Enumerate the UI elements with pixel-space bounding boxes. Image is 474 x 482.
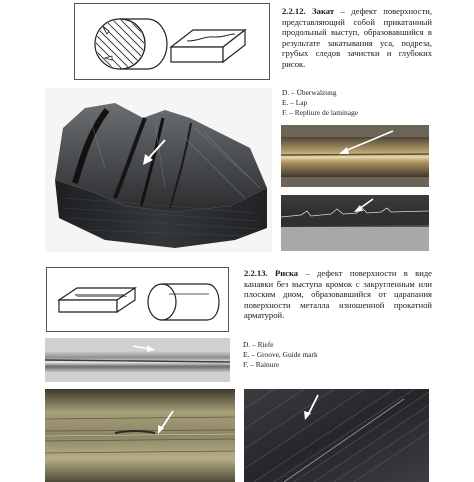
groove-section-number: 2.2.13. bbox=[244, 268, 268, 278]
lap-brass-rod-photo bbox=[281, 125, 429, 187]
groove-translation-de: D. – Riefe bbox=[243, 340, 274, 349]
groove-definition bbox=[244, 268, 432, 321]
lap-sample-arrow-icon bbox=[45, 88, 272, 252]
groove-definition-text: – дефект поверхности в виде канавки без выступа кромок с закругленным или плоским дном, образовавшийся от царапания поверхности металла изношенной прокатной арматурой. bbox=[244, 268, 432, 321]
groove-translation-en: E. – Groove, Guide mark bbox=[243, 350, 318, 359]
groove-rod-arrow-icon bbox=[45, 338, 230, 382]
lap-rod-edge-photo bbox=[281, 195, 429, 251]
groove-diagram-box bbox=[46, 267, 229, 332]
lap-diagram-box bbox=[74, 3, 270, 80]
groove-dark-arrow-icon bbox=[244, 389, 429, 482]
groove-schematic-drawing bbox=[47, 268, 230, 333]
groove-brass-arrow-icon bbox=[45, 389, 235, 482]
lap-translation-fr: F. – Repliure de laminage bbox=[282, 108, 358, 117]
lap-definition-text: – дефект поверхности, представляющий собой прикатанный продольный выступ, образовавшийся в результате закатывания уса, подреза, грубых следов зачистки и глубоких рисок. bbox=[282, 6, 432, 69]
lap-sample-photo bbox=[45, 88, 272, 252]
lap-section-number: 2.2.12. bbox=[282, 6, 306, 16]
lap-translation-de: D. – Überwalzung bbox=[282, 88, 337, 97]
lap-rod-edge-arrow-icon bbox=[281, 195, 429, 251]
lap-translation-en: E. – Lap bbox=[282, 98, 308, 107]
groove-dark-surface-photo bbox=[244, 389, 429, 482]
groove-translation-fr: F. – Rainure bbox=[243, 360, 280, 369]
lap-term: Закат bbox=[312, 6, 335, 16]
groove-brass-surface-photo bbox=[45, 389, 235, 482]
groove-translations bbox=[243, 340, 423, 370]
lap-translations bbox=[282, 88, 432, 118]
lap-definition bbox=[282, 6, 432, 70]
groove-term: Риска bbox=[274, 268, 299, 278]
lap-schematic-drawing bbox=[75, 4, 271, 81]
groove-rod-photo bbox=[45, 338, 230, 382]
lap-brass-arrow-icon bbox=[281, 125, 429, 187]
